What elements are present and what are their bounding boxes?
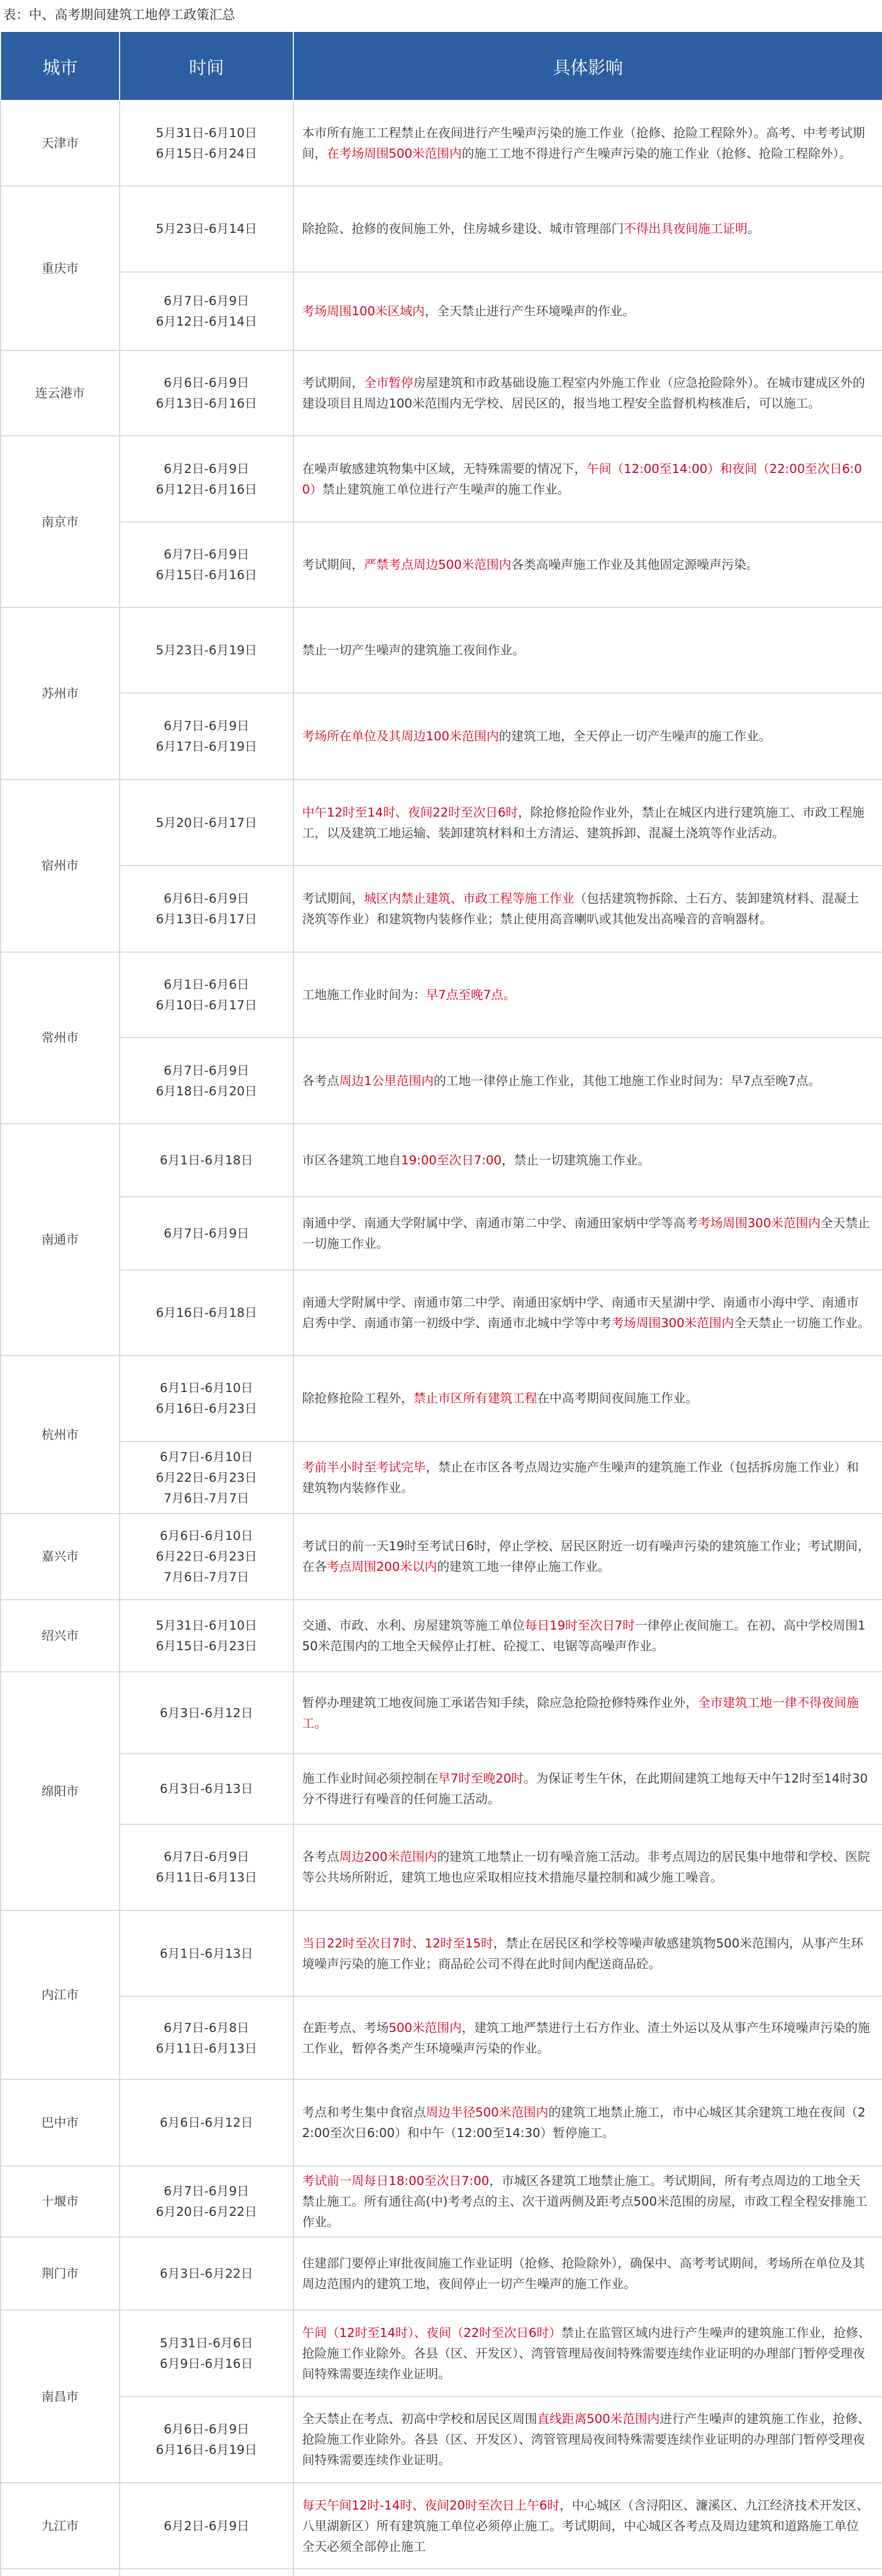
- city-cell: 苏州市: [1, 607, 120, 779]
- time-range: 6月7日-6月8日: [163, 2020, 249, 2035]
- effect-text: 南通中学、南通大学附属中学、南通市第二中学、南通田家炳中学等高考: [302, 1216, 698, 1231]
- time-range: 6月20日-6月22日: [156, 2205, 257, 2219]
- effect-text: 进行产生噪声的建筑施工作业，抢修、抢险施工作业除外。各县（区、开发区）、湾管管理局夜间特殊需要连续作业证明的办理部门暂停受理夜间特殊需要连续作业证明。: [302, 2412, 870, 2468]
- effect-cell: [293, 2237, 882, 2310]
- time-range: 6月16日-6月23日: [156, 1401, 257, 1416]
- table-row: [1, 1996, 882, 2079]
- time-cell: [120, 2310, 293, 2396]
- table-header-row: [1, 31, 882, 100]
- time-range: 6月16日-6月19日: [156, 2443, 257, 2458]
- time-cell: [120, 866, 293, 952]
- table-row: [1, 1270, 882, 1355]
- table-row: [1, 866, 882, 952]
- effect-text: 除抢修抢险工程外，: [302, 1391, 413, 1406]
- table-row: [1, 100, 882, 186]
- highlighted-text: 禁止市区所有建筑工程: [413, 1391, 537, 1406]
- effect-text: 暂停办理建筑工地夜间施工承诺告知手续，除应急抢险抢修特殊作业外，: [302, 1695, 698, 1710]
- time-range: 6月13日-6月17日: [156, 911, 257, 926]
- highlighted-text: 午间（12:00至14:00）和夜间（22:00至次日6:00）: [302, 461, 862, 497]
- effect-cell: [293, 436, 882, 521]
- highlighted-text: 早7时至晚20时: [438, 1771, 524, 1786]
- time-cell: [120, 1124, 293, 1197]
- city-cell: 绵阳市: [1, 1672, 120, 1910]
- effect-text: 施工作业时间必须控制在: [302, 1771, 438, 1786]
- time-range: 6月9日-6月16日: [159, 2356, 253, 2371]
- highlighted-text: 不得出具夜间施工证明: [624, 222, 747, 236]
- city-cell: 南通市: [1, 1124, 120, 1355]
- effect-text: 工地施工作业时间为：: [302, 987, 426, 1002]
- time-cell: [120, 1514, 293, 1599]
- time-range: 6月7日-6月9日: [163, 1850, 249, 1865]
- time-range: 6月7日-6月9日: [163, 293, 249, 308]
- time-range: 6月3日-6月22日: [159, 2266, 253, 2281]
- effect-cell: [293, 2166, 882, 2238]
- time-range: 6月12日-6月14日: [156, 314, 257, 329]
- time-cell: [120, 522, 293, 607]
- city-cell: 天津市: [1, 100, 120, 186]
- table-row: [1, 607, 882, 693]
- highlighted-text: 每日19时至次日7时: [525, 1618, 635, 1633]
- time-cell: [120, 1824, 293, 1910]
- time-range: 6月1日-6月18日: [159, 1153, 253, 1168]
- highlighted-text: 在考场周围500米范围内: [327, 146, 462, 161]
- time-range: 5月23日-6月14日: [156, 222, 257, 236]
- city-cell: 九江市: [1, 2483, 120, 2569]
- header-effect: 具体影响: [293, 31, 882, 100]
- effect-text: 的建筑工地一律停止施工作业。: [437, 1560, 610, 1574]
- time-range: 5月31日-6月10日: [156, 1618, 257, 1633]
- table-caption: 表：中、高考期间建筑工地停工政策汇总: [3, 7, 236, 22]
- time-cell: [120, 1672, 293, 1754]
- effect-cell: [293, 1996, 882, 2079]
- effect-text: 禁止在监管区域内进行产生噪声的建筑施工作业，抢修、抢险施工作业除外。各县（区、开发区）、湾管管理局夜间特殊需要连续作业证明的办理部门暂停受理夜间特殊需要连续作业证明。: [302, 2325, 871, 2381]
- effect-cell: [293, 1672, 882, 1754]
- time-range: 6月6日-6月9日: [163, 2422, 249, 2437]
- effect-cell: [293, 522, 882, 607]
- time-range: 7月6日-7月7日: [163, 1570, 249, 1585]
- time-range: 6月6日-6月9日: [163, 376, 249, 391]
- effect-text: 各考点: [302, 1850, 339, 1865]
- highlighted-text: 午间（12时至14时）、夜间（22时至次日6时）: [302, 2325, 561, 2340]
- effect-cell: [293, 272, 882, 350]
- effect-text: 考试日的前一天19时至考试日6时，停止学校、居民区附近一切有噪声污染的建筑施工作业；考试期间，在各: [302, 1539, 870, 1574]
- time-range: 6月15日-6月16日: [156, 567, 257, 582]
- effect-cell: [293, 2483, 882, 2569]
- table-row: [1, 186, 882, 272]
- highlighted-text: 19:00至次日7:00: [401, 1153, 502, 1168]
- highlighted-text: 全市建筑工地一律不得夜间施工。: [302, 1695, 859, 1731]
- table-row: [1, 1910, 882, 1996]
- table-row: [1, 952, 882, 1038]
- effect-cell: [293, 1514, 882, 1599]
- time-cell: [120, 2079, 293, 2165]
- time-range: 6月7日-6月9日: [163, 1226, 249, 1241]
- time-range: 6月18日-6月20日: [156, 1083, 257, 1098]
- time-cell: [120, 1270, 293, 1355]
- table-row: [1, 779, 882, 866]
- effect-cell: [293, 100, 882, 186]
- time-range: 6月22日-6月23日: [156, 1549, 257, 1564]
- effect-text: ，全天禁止进行产生环境噪声的作业。: [424, 303, 635, 318]
- effect-cell: [293, 1038, 882, 1124]
- city-cell: 杭州市: [1, 1355, 120, 1514]
- effect-text: ，市城区各建筑工地禁止施工。考试期间，所有考点周边的工地全天禁止施工。所有通往高(中)考考点的主、次干道两侧及距考点500米范围的房屋，市政工程全程安排施工作业。: [302, 2174, 868, 2230]
- table-row: [1, 1600, 882, 1672]
- effect-text: 一律停止夜间施工。在初、高中学校周围150米范围内的工地全天候停止打桩、砼搅工、电锯等高噪声作业。: [302, 1618, 866, 1653]
- effect-cell: [293, 350, 882, 436]
- time-cell: [120, 1600, 293, 1672]
- table-row: [1, 2166, 882, 2238]
- time-range: 6月17日-6月19日: [156, 739, 257, 754]
- table-row: [1, 2483, 882, 2569]
- effect-text: 的建筑工地禁止一切有噪音施工活动。非考点周边的居民集中地带和学校、医院等公共场所附近，建筑工地也应采取相应技术措施尽量控制和减少施工噪音。: [302, 1850, 870, 1885]
- time-cell: [120, 693, 293, 779]
- effect-cell: [293, 779, 882, 866]
- time-range: 6月15日-6月23日: [156, 1639, 257, 1653]
- time-range: 6月2日-6月9日: [163, 461, 249, 476]
- table-row: [1, 1124, 882, 1197]
- table-row: [1, 693, 882, 779]
- time-range: 5月31日-6月10日: [156, 126, 257, 141]
- time-cell: [120, 186, 293, 272]
- effect-text: 全天禁止在考点、初高中学校和居民区周围: [302, 2412, 537, 2427]
- effect-cell: [293, 1270, 882, 1355]
- effect-text: 考试期间，: [302, 557, 364, 572]
- effect-text: 考试期间，: [302, 891, 364, 906]
- highlighted-text: 全市暂停: [364, 376, 413, 391]
- highlighted-text: 城区内禁止建筑、市政工程等施工作业: [364, 891, 574, 906]
- header-time: 时间: [120, 31, 293, 100]
- time-range: 6月1日-6月13日: [159, 1946, 253, 1961]
- effect-text: ，建筑工地严禁进行土石方作业、渣土外运以及从事产生环境噪声污染的施工作业，暂停各类产生环境噪声污染的作业。: [302, 2020, 870, 2056]
- effect-text: ，禁止在居民区和学校等噪声敏感建筑物500米范围内，从事产生环境噪声污染的施工作业；商品砼公司不得在此时间内配送商品砼。: [302, 1936, 863, 1971]
- city-cell: 重庆市: [1, 186, 120, 350]
- effect-cell: [293, 952, 882, 1038]
- city-cell: 嘉兴市: [1, 1514, 120, 1599]
- highlighted-text: 周边1公里范围内: [339, 1073, 434, 1088]
- highlighted-text: 考场所在单位及其周边100米范围内: [302, 729, 499, 744]
- city-cell: 南昌市: [1, 2310, 120, 2483]
- time-range: 6月22日-6月23日: [156, 1470, 257, 1485]
- effect-text: ，除抢修抢险作业外，禁止在城区内进行建筑施工、市政工程施工，以及建筑工地运输、装卸建筑材料和土方清运、建筑拆卸、混凝土浇筑等作业活动。: [302, 805, 864, 840]
- policy-table-body: [1, 100, 882, 2576]
- effect-text: 的建筑工地禁止施工，市中心城区其余建筑工地在夜间（22:00至次日6:00）和中午（12:00至14:30）暂停施工。: [302, 2105, 866, 2141]
- time-range: 6月3日-6月12日: [159, 1705, 253, 1720]
- time-range: 6月3日-6月13日: [159, 1782, 253, 1797]
- time-range: 6月7日-6月9日: [163, 547, 249, 562]
- effect-text: 各类高噪声施工作业及其他固定源噪声污染。: [511, 557, 759, 572]
- time-cell: [120, 1754, 293, 1824]
- effect-cell: [293, 186, 882, 272]
- time-range: 6月12日-6月16日: [156, 482, 257, 497]
- time-range: 5月23日-6月19日: [156, 643, 257, 658]
- effect-cell: [293, 1910, 882, 1996]
- city-cell: 内江市: [1, 1910, 120, 2079]
- time-range: 6月7日-6月9日: [163, 2184, 249, 2199]
- time-range: 6月11日-6月13日: [156, 1870, 257, 1885]
- effect-text: 南通大学附属中学、南通市第二中学、南通田家炳中学、南通市天星湖中学、南通市小海中学、南通市启秀中学、南通市第一初级中学、南通市北城中学等中考: [302, 1295, 859, 1331]
- effect-cell: [293, 1824, 882, 1910]
- time-range: 6月2日-6月9日: [163, 2518, 249, 2533]
- effect-cell: [293, 866, 882, 952]
- table-row: [1, 1355, 882, 1441]
- effect-text: 的施工工地不得进行产生噪声污染的施工作业（抢修、抢险工程除外）。: [461, 146, 852, 161]
- time-cell: [120, 2397, 293, 2483]
- city-cell: 绍兴市: [1, 1600, 120, 1672]
- effect-text: 考试期间，: [302, 376, 364, 391]
- effect-text: 各考点: [302, 1073, 339, 1088]
- time-range: 6月11日-6月13日: [156, 2041, 257, 2056]
- city-cell: 荆门市: [1, 2237, 120, 2310]
- highlighted-text: 周边200米范围内: [339, 1850, 437, 1865]
- effect-text: 在距考点、考场: [302, 2020, 389, 2035]
- effect-text: ，禁止在市区各考点周边实施产生噪声的建筑施工作业（包括拆房施工作业）和建筑物内装修作业。: [302, 1460, 859, 1495]
- time-cell: [120, 1355, 293, 1441]
- effect-cell: [293, 2079, 882, 2165]
- effect-cell: [293, 2397, 882, 2483]
- highlighted-text: 早7点至晚7点。: [426, 987, 516, 1002]
- table-row: [1, 1197, 882, 1270]
- time-range: 6月10日-6月17日: [156, 997, 257, 1012]
- time-cell: [120, 436, 293, 521]
- table-row: [1, 2237, 882, 2310]
- highlighted-text: 直线距离500米范围内: [537, 2412, 660, 2427]
- table-row: [1, 1824, 882, 1910]
- highlighted-text: 考试前一周每日18:00至次日7:00: [302, 2174, 490, 2189]
- highlighted-text: 考场周围300米范围内: [611, 1316, 734, 1331]
- table-row: [1, 436, 882, 521]
- effect-text: 本市所有施工工程禁止在夜间进行产生噪声污染的施工作业（抢修、抢险工程除外）。高考、中考考试期间，: [302, 126, 865, 161]
- effect-cell: [293, 1754, 882, 1824]
- city-cell: 连云港市: [1, 350, 120, 436]
- time-range: 7月6日-7月7日: [163, 1490, 249, 1505]
- city-cell: 十堰市: [1, 2166, 120, 2238]
- table-row: [1, 2569, 882, 2576]
- time-range: 6月6日-6月9日: [163, 891, 249, 906]
- effect-text: 禁止一切产生噪声的建筑施工夜间作业。: [302, 643, 525, 658]
- highlighted-text: 每天午间12时-14时、夜间20时至次日上午6时: [302, 2498, 560, 2513]
- effect-text: 禁止建筑施工单位进行产生噪声的施工作业。: [322, 482, 570, 497]
- effect-text: 市区各建筑工地自: [302, 1153, 401, 1168]
- time-range: 6月1日-6月10日: [159, 1381, 253, 1396]
- time-range: 5月20日-6月17日: [156, 815, 257, 830]
- time-range: 6月1日-6月6日: [163, 977, 249, 992]
- time-cell: [120, 1038, 293, 1124]
- effect-text: （包括建筑物拆除、土石方、装卸建筑材料、混凝土浇筑等作业）和建筑物内装修作业；禁止使用高音喇叭或其他发出高噪音的音响器材。: [302, 891, 859, 926]
- effect-text: 住建部门要停止审批夜间施工作业证明（抢修、抢险除外），确保中、高考考试期间，考场所在单位及其周边范围内的建筑工地，夜间停止一切产生噪声的施工作业。: [302, 2256, 865, 2292]
- time-cell: [120, 2483, 293, 2569]
- highlighted-text: 严禁考点周边500米范围内: [364, 557, 511, 572]
- effect-text: ，中心城区（含浔阳区、濂溪区、九江经济技术开发区、八里湖新区）所有建筑施工单位必须停止施工。考试期间，中心城区各考点及周边建筑和道路施工单位全天必须全部停止施工: [302, 2498, 869, 2554]
- highlighted-text: 500米范围内: [389, 2020, 462, 2035]
- effect-text: 。为保证考生午休，在此期间建筑工地每天中午12时至14时30分不得进行有噪音的任何施工活动。: [302, 1771, 868, 1807]
- table-row: [1, 1514, 882, 1599]
- table-row: [1, 2310, 882, 2396]
- effect-cell: [293, 1355, 882, 1441]
- highlighted-text: 考前半小时至考试完毕: [302, 1460, 426, 1475]
- time-range: 6月6日-6月12日: [159, 2115, 253, 2130]
- time-cell: [120, 272, 293, 350]
- time-range: 6月7日-6月10日: [159, 1449, 253, 1464]
- table-row: [1, 1672, 882, 1754]
- time-range: 6月6日-6月10日: [159, 1529, 253, 1544]
- effect-text: 全天禁止一切施工作业。: [734, 1316, 870, 1331]
- effect-text: ，禁止一切建筑施工作业。: [502, 1153, 651, 1168]
- time-range: 6月7日-6月9日: [163, 1063, 249, 1078]
- time-range: 6月13日-6月16日: [156, 396, 257, 411]
- table-row: [1, 522, 882, 607]
- table-row: [1, 2079, 882, 2165]
- time-cell: [120, 2166, 293, 2238]
- table-row: [1, 350, 882, 436]
- time-cell: [120, 1442, 293, 1514]
- time-range: 6月15日-6月24日: [156, 146, 257, 161]
- table-row: [1, 1754, 882, 1824]
- highlighted-text: 考点周围200米以内: [327, 1560, 437, 1574]
- table-row: [1, 1038, 882, 1124]
- time-cell: [120, 100, 293, 186]
- effect-cell: [293, 607, 882, 693]
- time-cell: [120, 1910, 293, 1996]
- city-cell: 常州市: [1, 952, 120, 1124]
- header-city: 城市: [1, 31, 120, 100]
- table-row: [1, 1442, 882, 1514]
- time-cell: [120, 1996, 293, 2079]
- time-range: 6月16日-6月18日: [156, 1306, 257, 1320]
- effect-text: 的建筑工地，全天停止一切产生噪声的施工作业。: [498, 729, 771, 744]
- effect-text: 房屋建筑和市政基础设施工程室内外施工作业（应急抢险除外）。在城市建成区外的建设项目且周边100米范围内无学校、居民区的，报当地工程安全监督机构核准后，可以施工。: [302, 376, 865, 411]
- effect-cell: [293, 1442, 882, 1514]
- effect-text: 的工地一律停止施工作业，其他工地施工作业时间为：早7点至晚7点。: [434, 1073, 821, 1088]
- table-row: [1, 272, 882, 350]
- effect-cell: [293, 1600, 882, 1672]
- time-cell: [120, 1197, 293, 1270]
- time-range: 5月31日-6月6日: [159, 2335, 253, 2350]
- time-cell: [120, 350, 293, 436]
- table-row: [1, 2397, 882, 2483]
- city-cell: [1, 2569, 120, 2576]
- effect-cell: [293, 1124, 882, 1197]
- time-cell: [120, 2237, 293, 2310]
- city-cell: 南京市: [1, 436, 120, 607]
- highlighted-text: 考场周围300米范围内: [698, 1216, 821, 1231]
- time-cell: [120, 2569, 293, 2576]
- highlighted-text: 考场周围100米区域内: [302, 303, 425, 318]
- city-cell: 巴中市: [1, 2079, 120, 2165]
- policy-table: [0, 31, 882, 2576]
- effect-cell: [293, 1197, 882, 1270]
- time-cell: [120, 607, 293, 693]
- effect-text: 除抢险、抢修的夜间施工外，住房城乡建设、城市管理部门: [302, 222, 624, 236]
- effect-cell: [293, 693, 882, 779]
- effect-cell: [293, 2569, 882, 2576]
- effect-text: 考点和考生集中食宿点: [302, 2105, 426, 2120]
- highlighted-text: 周边半径500米范围内: [426, 2105, 548, 2120]
- time-range: 6月7日-6月9日: [163, 719, 249, 734]
- effect-cell: [293, 2310, 882, 2396]
- highlighted-text: 当日22时至次日7时、12时至15时: [302, 1936, 493, 1951]
- time-cell: [120, 952, 293, 1038]
- effect-text: 。: [747, 222, 760, 236]
- effect-text: 全天禁止一切施工作业。: [302, 1216, 870, 1251]
- effect-text: 在中高考期间夜间施工作业。: [537, 1391, 698, 1406]
- time-cell: [120, 779, 293, 866]
- effect-text: 交通、市政、水利、房屋建筑等施工单位: [302, 1618, 525, 1633]
- effect-text: 在噪声敏感建筑物集中区域，无特殊需要的情况下，: [302, 461, 587, 476]
- highlighted-text: 中午12时至14时、夜间22时至次日6时: [302, 805, 518, 820]
- city-cell: 宿州市: [1, 779, 120, 952]
